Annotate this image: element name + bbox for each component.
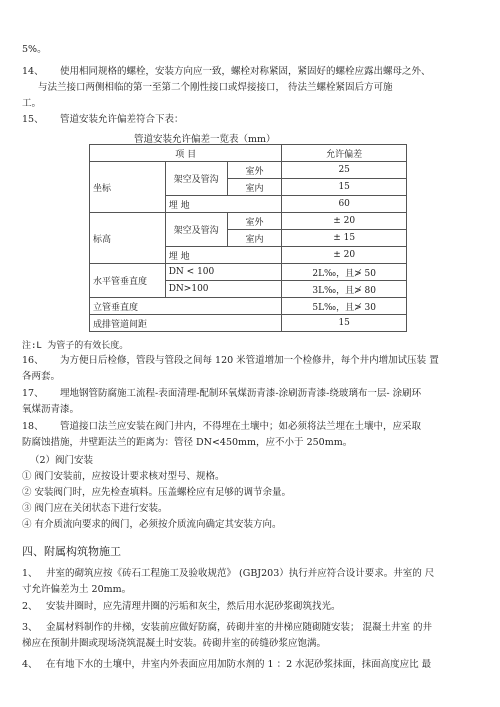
table-cell: ± 20 (282, 213, 407, 230)
text-line: 在有地下水的土壤中，井室内外表面应用加防水剂的 1 ：2 水泥砂浆抹面，抹面高度应比 最 (46, 659, 432, 670)
table-cell: DN>100 (165, 281, 282, 298)
table-cell: 15 (282, 315, 407, 332)
table-cell: 埋 地 (165, 247, 282, 264)
table-cell: 架空及管沟 (165, 162, 227, 196)
table-row (90, 145, 407, 162)
item-number: 3、 (22, 622, 38, 633)
table-cell: 埋 地 (165, 196, 282, 213)
table-row (90, 315, 407, 332)
table-cell: ± 15 (282, 230, 407, 247)
table-row (90, 213, 407, 230)
table-row (90, 162, 407, 179)
text-line: 氧煤沥青漆。 (22, 404, 80, 415)
paragraph-18 (22, 421, 421, 433)
list-item: ① 阀门安装前，应按设计要求核对型号、规格。 (22, 471, 225, 482)
table-cell: 架空及管沟 (165, 213, 227, 247)
text-line: 使用相同规格的螺栓，安装方向应一致，螺栓对称紧固，紧固好的螺栓应露出螺母之外、 (60, 66, 431, 77)
table-cell: 标高 (90, 213, 166, 264)
text-line: 管道安装允许偏差符合下表： (60, 114, 184, 125)
table-row (90, 264, 407, 281)
paragraph-s2 (22, 601, 341, 613)
table-cell: 成排管道间距 (90, 315, 282, 332)
text-line: 管道接口法兰应安装在阀门井内，不得埋在土壤中；如必须将法兰埋在土壤中，应采取 (60, 421, 422, 432)
item-number: 4、 (22, 659, 38, 670)
table-cell: 3L‰，且≯ 80 (282, 281, 407, 298)
table-cell: 水平管垂直度 (90, 264, 166, 298)
table-cell: 15 (282, 179, 407, 196)
table-cell: 坐标 (90, 162, 166, 213)
paragraph-s4 (22, 659, 431, 671)
paragraph-15 (22, 114, 184, 126)
text-line: 为方便日后检修，管段与管段之间每 120 米管道增加一个检修井，每个井内增加试压装 置 (60, 355, 439, 366)
text-line: 金属材料制作的井梯，安装前应做好防腐，砖砌井室的井梯应随砌随安装； 混凝土井室 的井 (46, 622, 433, 633)
table-cell: 2L‰，且≯ 50 (282, 264, 407, 281)
text-line: 防腐蚀措施，井壁距法兰的距离为：管径 DN<450mm，应不小于 250mm。 (22, 437, 353, 448)
text-line: 5%。 (22, 44, 47, 55)
table-cell: 室内 (227, 230, 282, 247)
paragraph-16 (22, 355, 439, 367)
list-item: ④ 有介质流向要求的阀门，必须按介质流向确定其安装方向。 (22, 519, 282, 530)
table-cell: 60 (282, 196, 407, 213)
section-valve-install: （2）阀门安装 (30, 455, 94, 466)
text-line: 井室的砌筑应按《砖石工程施工及验收规范》 (GBJ203）执行并应符合设计要求。井室的 尺 (46, 568, 435, 579)
table-header-tolerance: 允许偏差 (282, 145, 407, 162)
table-cell: 室外 (227, 213, 282, 230)
paragraph-17 (22, 388, 421, 400)
table-cell: 室内 (227, 179, 282, 196)
table-title: 管道安装允许偏差一览表（mm） (134, 134, 276, 145)
text-line: 工。 (22, 98, 42, 109)
paragraph-s1 (22, 568, 434, 580)
table-cell: 25 (282, 162, 407, 179)
text-line: 各两套。 (22, 371, 61, 382)
table-row (90, 298, 407, 315)
text-line: 梯应在预制井圈或现场浇筑混凝土时安装。砖砌井室的砖缝砂浆应饱满。 (22, 638, 327, 649)
table-cell: DN < 100 (165, 264, 282, 281)
item-number: 2、 (22, 601, 38, 612)
list-item: ② 安装阀门时，应先检查填料。压盖螺栓应有足够的调节余量。 (22, 487, 292, 498)
item-number: 16、 (22, 355, 44, 366)
item-number: 18、 (22, 421, 44, 432)
item-number: 15、 (22, 114, 44, 125)
table-cell: 立管垂直度 (90, 298, 282, 315)
tolerance-table (89, 144, 407, 332)
item-number: 14、 (22, 66, 44, 77)
paragraph-s3 (22, 622, 432, 634)
table-cell: 5L‰，且≯ 30 (282, 298, 407, 315)
table-note: 注:L 为管子的有效长度。 (22, 341, 129, 351)
text-line: 与法兰接口两侧相临的第一至第二个刚性接口或焊接接口， 待法兰螺栓紧固后方可施 (38, 82, 393, 93)
table-header-item: 项 目 (90, 145, 282, 162)
table-cell: 室外 (227, 162, 282, 179)
paragraph-14 (22, 66, 431, 78)
item-number: 17、 (22, 388, 44, 399)
text-line: 安装井圈时，应先清理井圈的污垢和灰尘，然后用水泥砂浆砌筑找光。 (46, 601, 341, 612)
text-line: 埋地钢管防腐施工流程-表面清理-配制环氧煤沥青漆-涂刷沥青漆-绕玻璃布一层- 涂刷环 (60, 388, 422, 399)
text-line: 寸允许偏差为土 20mm。 (22, 584, 132, 595)
list-item: ③ 阀门应在关闭状态下进行安装。 (22, 503, 168, 514)
item-number: 1、 (22, 568, 38, 579)
section-heading: 四、附属构筑物施工 (22, 545, 121, 558)
table-cell: ± 20 (282, 247, 407, 264)
